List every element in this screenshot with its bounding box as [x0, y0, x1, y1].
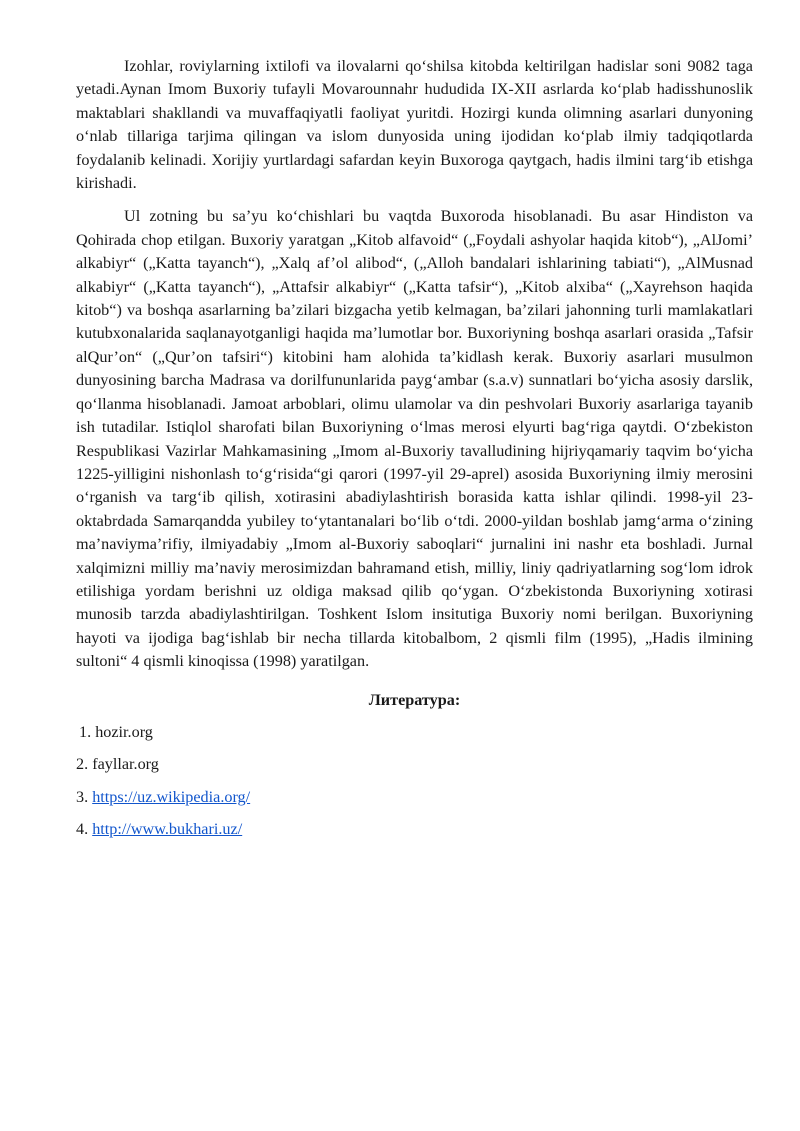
reference-link-wikipedia[interactable]: https://uz.wikipedia.org/ — [92, 787, 251, 806]
reference-number: 3. — [76, 787, 89, 806]
references-heading: Литература: — [368, 690, 461, 709]
body-paragraph-2: Ul zotning bu sa’yu ko‘chishlari bu vaqtda Buxoroda hisoblanadi. Bu asar Hindiston va Qohirada chop etilgan. Buxoriy yaratgan „Kitob alfavoid“ („Foydali ashyolar haqida kitob“), „AlJomi’ alkabiyr“ („Katta tayanch“), „Xalq af’ol alibod“, („Alloh bandalari ishlarining tabiati“), „AlMusnad alkabiyr“ („Katta tayanch“), „Attafsir alkabiyr“ („Katta tafsir“), „Kitob alxiba“ („Xayrehson haqida kitob“) va boshqa asarlarning ba’zilari bizgacha yetib kelmagan, ba’zilari jahonning turli mamlakatlari kutubxonalarida saqlanayotganligi haqida ma’lumotlar bor. Buxoriyning boshqa asarlari orasida „Tafsir alQur’on“ („Qur’on tafsiri“) kitobini ham alohida ta’kidlash kerak. Buxoriy asarlari musulmon dunyosining barcha Madrasa va dorilfununlarida payg‘ambar (s.a.v) sunnatlari bo‘yicha asosiy darslik, qo‘llanma hisoblanadi. Jamoat arboblari, olimu ulamolar va din peshvolari Buxoriy asarlariga tayanib ish tutadilar. Istiqlol sharofati bilan Buxoriyning o‘lmas merosi elyurti bag‘riga qaytdi. O‘zbekiston Respublikasi Vazirlar Mahkamasining „Imom al-Buxoriy tavalludining hijriyqamariy taqvim bo‘yicha 1225-yilligini nishonlash to‘g‘risida“gi qarori (1997-yil 29-aprel) asosida Buxoriyning ilmiy merosini o‘rganish va targ‘ib qilish, xotirasini abadiylashtirish borasida katta ishlar qilindi. 1998-yil 23-oktabrdada Samarqandda yubiley to‘ytantanalari bo‘lib o‘tdi. 2000-yildan boshlab jamg‘arma o‘zining ma’naviyma’rifiy, ilmiyadabiy „Imom al-Buxoriy saboqlari“ jurnalini ini nashr eta boshladi. Jurnal xalqimizni milliy ma’naviy merosimizdan bahramand etish, milliy, liniy qadriyatlarning sog‘lom idrok etilishiga yordam berishni uz oldiga maksad qilib qo‘ygan. O‘zbekistonda Buxoriyning xotirasi munosib tarzda abadiylashtirilgan. Toshkent Islom insitutiga Buxoriy nomi berilgan. Buxoriyning hayoti va ijodiga bag‘ishlab bir necha tillarda kitobalbom, 2 qismli film (1995), „Hadis ilmining sultoni“ 4 qismli kinoqissa (1998) yaratilgan. — [76, 207, 753, 671]
reference-item-4 — [76, 817, 753, 841]
reference-link-bukhari[interactable]: http://www.bukhari.uz/ — [92, 820, 243, 839]
reference-item-2 — [76, 752, 753, 776]
reference-number: 2. — [76, 755, 89, 774]
references-list — [76, 720, 753, 842]
reference-number: 4. — [76, 820, 89, 839]
reference-item-1 — [76, 720, 753, 744]
body-paragraph-1: Izohlar, roviylarning ixtilofi va ilovalarni qo‘shilsa kitobda keltirilgan hadislar soni 9082 taga yetadi.Aynan Imom Buxoriy tufayli Movarounnahr hududida IX-XII asrlarda ko‘plab hadisshunoslik maktablari shakllandi va muvaffaqiyatli faoliyat yuritdi. Hozirgi kunda olimning asarlari dunyoning o‘nlab tillariga tarjima qilingan va islom dunyosida uning ijodidan ko‘plab ilmiy tadqiqotlarda foydalanib kelinadi. Xorijiy yurtlardagi safardan keyin Buxoroga qaytgach, hadis ilmini targ‘ib etishga kirishadi. — [76, 57, 753, 193]
reference-text: fayllar.org — [92, 755, 159, 774]
reference-item-3 — [76, 785, 753, 809]
reference-number: 1. — [79, 722, 92, 741]
reference-text: hozir.org — [95, 722, 153, 741]
document-page — [76, 55, 753, 850]
